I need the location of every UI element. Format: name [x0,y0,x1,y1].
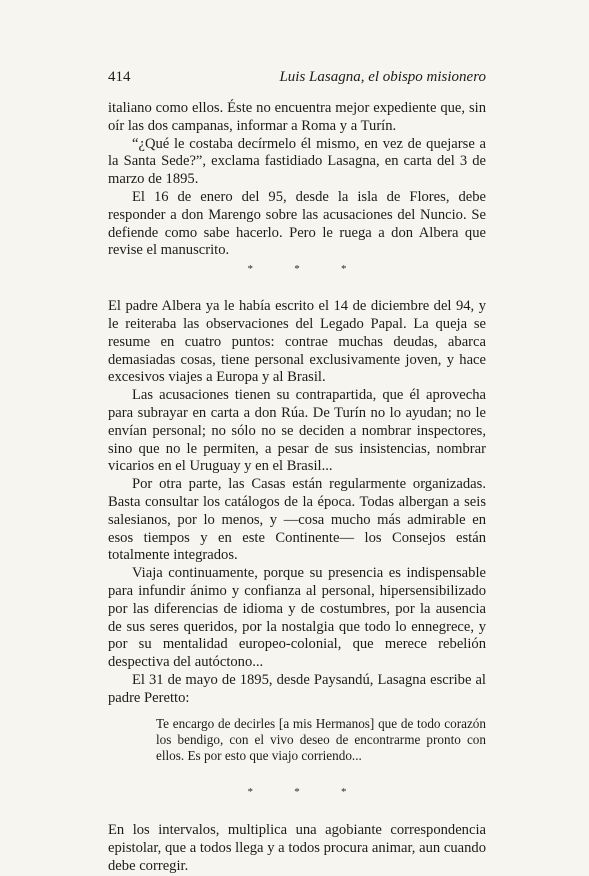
separator-asterisk: * [341,786,347,799]
body-text [108,100,486,876]
section-separator [108,784,486,801]
running-head-title: Luis Lasagna, el obispo misionero [279,69,486,85]
paragraph: El 16 de enero del 95, desde la isla de Flores, debe responder a don Marengo sobre las acusaciones del Nuncio. Se defiende como sabe hacerlo. Pero le ruega a don Albera que revise el manuscrito. [108,188,486,259]
separator-asterisk: * [294,786,300,799]
page-number: 414 [108,69,131,85]
separator-asterisk: * [294,263,300,276]
paragraph: Viaja continuamente, porque su presencia es indispensable para infundir ánimo y confianza al personal, hipersensibilizado por las diferencias de idioma y de costumbres, por la ausencia de sus seres queridos, por la nostalgia que todo lo ennegrece, y por su mentalidad europeo-colonial, que merece rebelión despectiva del autóctono... [108,565,486,671]
page-header [108,69,486,87]
paragraph: El 31 de mayo de 1895, desde Paysandú, Lasagna escribe al padre Peretto: [108,671,486,706]
separator-asterisk: * [247,786,253,799]
section-separator [108,261,486,278]
quote-text: Te encargo de decirles [a mis Hermanos] que de todo corazón los bendigo, con el vivo deseo de encontrarme pronto con ellos. Es por esto que viajo corriendo... [156,715,486,763]
separator-asterisk: * [247,263,253,276]
paragraph: italiano como ellos. Éste no encuentra mejor expediente que, sin oír las dos campanas, informar a Roma y a Turín. [108,100,486,134]
paragraph: Por otra parte, las Casas están regularmente organizadas. Basta consultar los catálogos de la época. Todas albergan a seis salesianos, por lo menos, y —cosa mucho más admirable en esos tiempos y en este Continente— los Consejos están totalmente integrados. [108,476,486,564]
paragraph: En los intervalos, multiplica una agobiante correspondencia epistolar, que a todos llega y a todos procura animar, aun cuando debe corregir. [108,822,486,874]
block-quote [156,716,486,765]
paragraph: Las acusaciones tienen su contrapartida, que él aprovecha para subrayar en carta a don Rúa. De Turín no lo ayudan; no le envían personal; no sólo no se deciden a nombrar inspectores, sino que no le permiten, a pesar de sus insistencias, nombrar vicarios en el Uruguay y en el Brasil... [108,387,486,475]
paragraph: “¿Qué le costaba decírmelo él mismo, en vez de quejarse a la Santa Sede?”, exclama fastidiado Lasagna, en carta del 3 de marzo de 1895. [108,135,486,188]
separator-asterisk: * [341,263,347,276]
paragraph: El padre Albera ya le había escrito el 14 de diciembre del 94, y le reiteraba las observaciones del Legado Papal. La queja se resume en cuatro puntos: contrae muchas deudas, abarca demasiadas cosas, tiene personal exclusivamente joven, y hace excesivos viajes a Europa y al Brasil. [108,298,486,386]
